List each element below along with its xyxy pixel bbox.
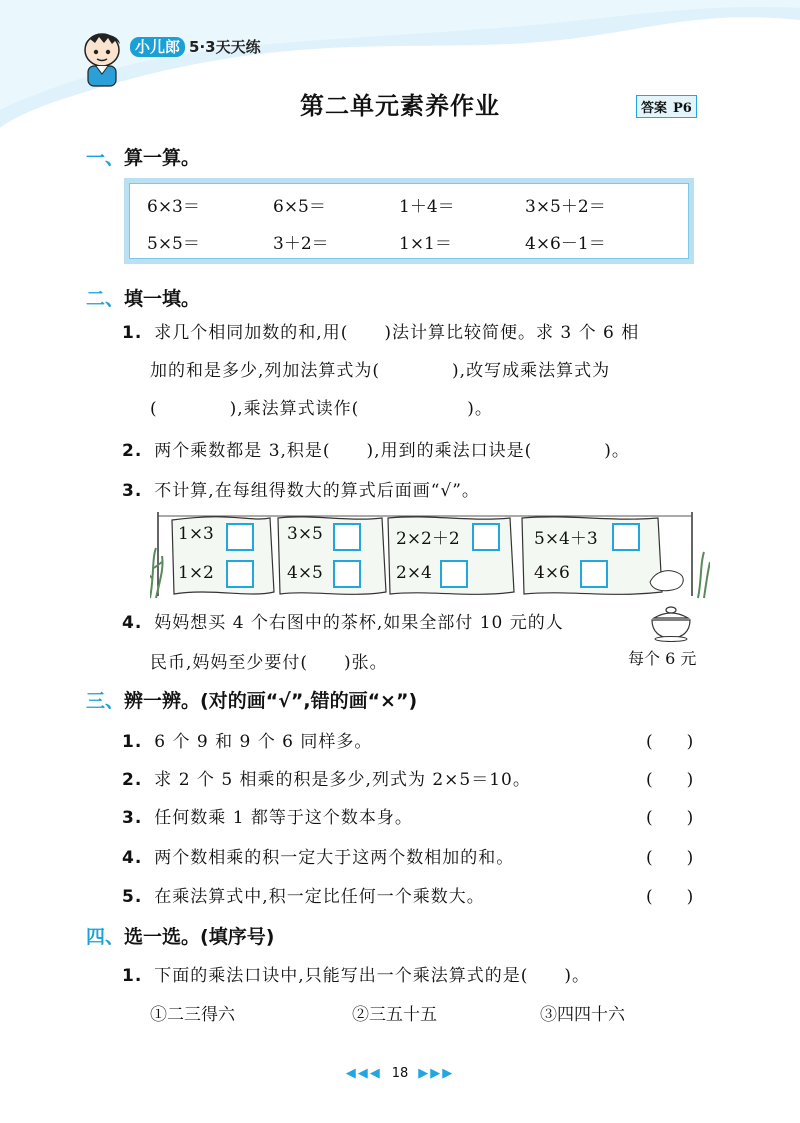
- section-2-title: 填一填。: [124, 288, 201, 310]
- judge-answer-parens[interactable]: ( ): [646, 887, 694, 907]
- brand-name: 小儿郎: [130, 37, 185, 57]
- calc-item: 4×6－1＝: [525, 234, 606, 254]
- judge-item: [122, 843, 514, 868]
- calc-item: 3×5＋2＝: [525, 197, 606, 217]
- question-number: 2.: [122, 441, 143, 461]
- section-3-heading: [86, 686, 417, 713]
- judge-text: 6 个 9 和 9 个 6 同样多。: [154, 732, 373, 752]
- judge-text: 求 2 个 5 相乘的积是多少,列式为 2×5＝10。: [154, 770, 531, 790]
- next-arrows-icon: ▶▶▶: [418, 1066, 455, 1081]
- answer-box[interactable]: [333, 560, 361, 588]
- teacup-price: 每个 6 元: [628, 649, 697, 668]
- question-number: 5.: [122, 887, 143, 907]
- section-1-number: 一、: [86, 147, 125, 169]
- answer-box[interactable]: [612, 523, 640, 551]
- fill-question-1: [122, 318, 639, 343]
- answer-page: P6: [673, 101, 692, 116]
- compare-expression: 5×4＋3: [534, 529, 598, 549]
- brand-logo: [130, 36, 261, 57]
- fill-question-2: [122, 436, 630, 461]
- judge-text: 两个数相乘的积一定大于这两个数相加的和。: [154, 848, 515, 868]
- question-number: 2.: [122, 770, 143, 790]
- answer-box[interactable]: [226, 560, 254, 588]
- judge-item: [122, 882, 485, 907]
- choice-option[interactable]: ③四四十六: [540, 1005, 625, 1025]
- calc-item: 5×5＝: [147, 234, 200, 254]
- teacup-icon: [646, 604, 696, 642]
- section-4-number: 四、: [86, 926, 125, 948]
- question-number: 4.: [122, 613, 143, 633]
- page-title: 第二单元素养作业: [300, 92, 500, 120]
- mascot-boy-icon: [78, 28, 130, 88]
- section-4-title: 选一选。(填序号): [124, 926, 275, 948]
- compare-expression: 2×4: [396, 563, 432, 583]
- fill-question-1-line-3: ( ),乘法算式读作( )。: [150, 399, 493, 419]
- page-footer: [0, 1066, 800, 1081]
- fill-question-4-line-2: 民币,妈妈至少要付( )张。: [150, 653, 388, 673]
- section-1-heading: [86, 143, 200, 170]
- fill-question-4: [122, 608, 564, 633]
- question-text: 不计算,在每组得数大的算式后面画“√”。: [154, 481, 480, 501]
- answer-label: 答案: [641, 101, 668, 116]
- judge-answer-parens[interactable]: ( ): [646, 808, 694, 828]
- fill-question-1-line-2: 加的和是多少,列加法算式为( ),改写成乘法算式为: [150, 361, 611, 381]
- comparison-banner: [150, 508, 710, 600]
- question-text: 两个乘数都是 3,积是( ),用到的乘法口诀是( )。: [154, 441, 630, 461]
- choose-question-1: [122, 961, 590, 986]
- question-number: 3.: [122, 808, 143, 828]
- answer-page-badge[interactable]: [636, 95, 697, 118]
- calculation-box: [124, 178, 694, 264]
- section-1-title: 算一算。: [124, 147, 201, 169]
- calc-item: 3＋2＝: [273, 234, 329, 254]
- section-2-heading: [86, 284, 200, 311]
- compare-expression: 3×5: [287, 524, 323, 544]
- question-number: 1.: [122, 966, 143, 986]
- judge-text: 在乘法算式中,积一定比任何一个乘数大。: [154, 887, 485, 907]
- judge-item: [122, 727, 372, 752]
- question-number: 3.: [122, 481, 143, 501]
- question-text: 妈妈想买 4 个右图中的茶杯,如果全部付 10 元的人: [154, 613, 564, 633]
- question-number: 4.: [122, 848, 143, 868]
- question-number: 1.: [122, 323, 143, 343]
- answer-box[interactable]: [226, 523, 254, 551]
- compare-expression: 2×2＋2: [396, 529, 460, 549]
- calc-item: 1×1＝: [399, 234, 452, 254]
- fill-question-3: [122, 476, 480, 501]
- section-4-heading: [86, 922, 274, 949]
- section-3-title: 辨一辨。(对的画“√”,错的画“×”): [124, 690, 418, 712]
- calc-item: 6×5＝: [273, 197, 326, 217]
- answer-box[interactable]: [440, 560, 468, 588]
- question-text: 求几个相同加数的和,用( )法计算比较简便。求 3 个 6 相: [154, 323, 640, 343]
- section-3-number: 三、: [86, 690, 125, 712]
- choice-option[interactable]: ①二三得六: [150, 1005, 235, 1025]
- judge-text: 任何数乘 1 都等于这个数本身。: [154, 808, 413, 828]
- answer-box[interactable]: [333, 523, 361, 551]
- answer-box[interactable]: [580, 560, 608, 588]
- compare-expression: 4×5: [287, 563, 323, 583]
- page-number: 18: [391, 1066, 409, 1081]
- question-text: 下面的乘法口诀中,只能写出一个乘法算式的是( )。: [154, 966, 590, 986]
- calc-item: 6×3＝: [147, 197, 200, 217]
- answer-box[interactable]: [472, 523, 500, 551]
- compare-expression: 1×3: [178, 524, 214, 544]
- choice-option[interactable]: ②三五十五: [352, 1005, 437, 1025]
- section-2-number: 二、: [86, 288, 125, 310]
- series-name: 5·3天天练: [189, 38, 261, 56]
- judge-item: [122, 803, 413, 828]
- judge-answer-parens[interactable]: ( ): [646, 848, 694, 868]
- question-number: 1.: [122, 732, 143, 752]
- judge-answer-parens[interactable]: ( ): [646, 770, 694, 790]
- calc-item: 1＋4＝: [399, 197, 455, 217]
- judge-answer-parens[interactable]: ( ): [646, 732, 694, 752]
- compare-expression: 1×2: [178, 563, 214, 583]
- compare-expression: 4×6: [534, 563, 570, 583]
- judge-item: [122, 765, 531, 790]
- prev-arrows-icon: ◀◀◀: [345, 1066, 382, 1081]
